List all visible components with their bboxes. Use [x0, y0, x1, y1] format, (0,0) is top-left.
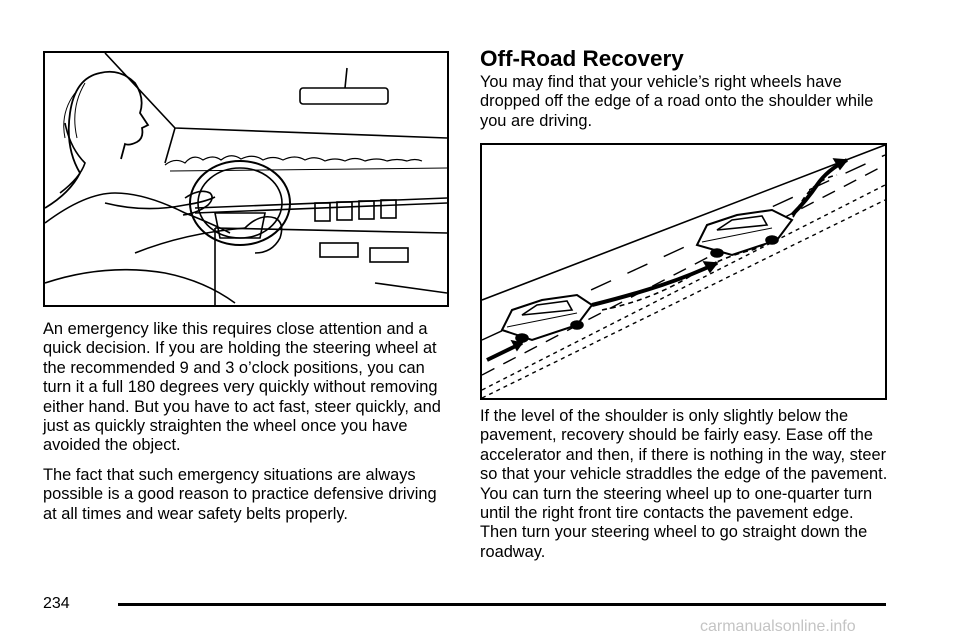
paragraph-defensive-driving: The fact that such emergency situations are always possible is a good reason to practice defensive driving at all times and wear safety belts properly.	[43, 465, 437, 523]
section-title: Off-Road Recovery	[480, 46, 684, 71]
paragraph-intro: You may find that your vehicle’s right wheels have dropped off the edge of a road onto the shoulder while you are driving.	[480, 73, 874, 130]
paragraph-emergency: An emergency like this requires close attention and a quick decision. If you are holding the steering wheel at the recommended 9 and 3 o’clock positions, you can turn it a full 180 degrees very quickly without removing either hand. But you have to act fast, steer quickly, and just as quickly straighten the wheel once you have avoided the object.	[43, 320, 441, 455]
footer-rule	[118, 603, 886, 606]
off-road-recovery-illustration	[480, 143, 887, 400]
paragraph-recovery: If the level of the shoulder is only slightly below the pavement, recovery should be fairly easy. Ease off the accelerator and then, if there is nothing in the way, steer so that your vehicle straddles the edge of the pavement. You can turn the steering wheel up to one-quarter turn until the right front tire contacts the pavement edge. Then turn your steering wheel to go straight down the roadway.	[480, 407, 888, 561]
left-column	[43, 320, 453, 534]
driver-steering-illustration	[43, 51, 449, 307]
right-column-lower	[480, 407, 890, 572]
watermark: carmanualsonline.info	[700, 618, 856, 635]
page-number: 234	[43, 595, 70, 612]
right-column	[480, 46, 890, 141]
